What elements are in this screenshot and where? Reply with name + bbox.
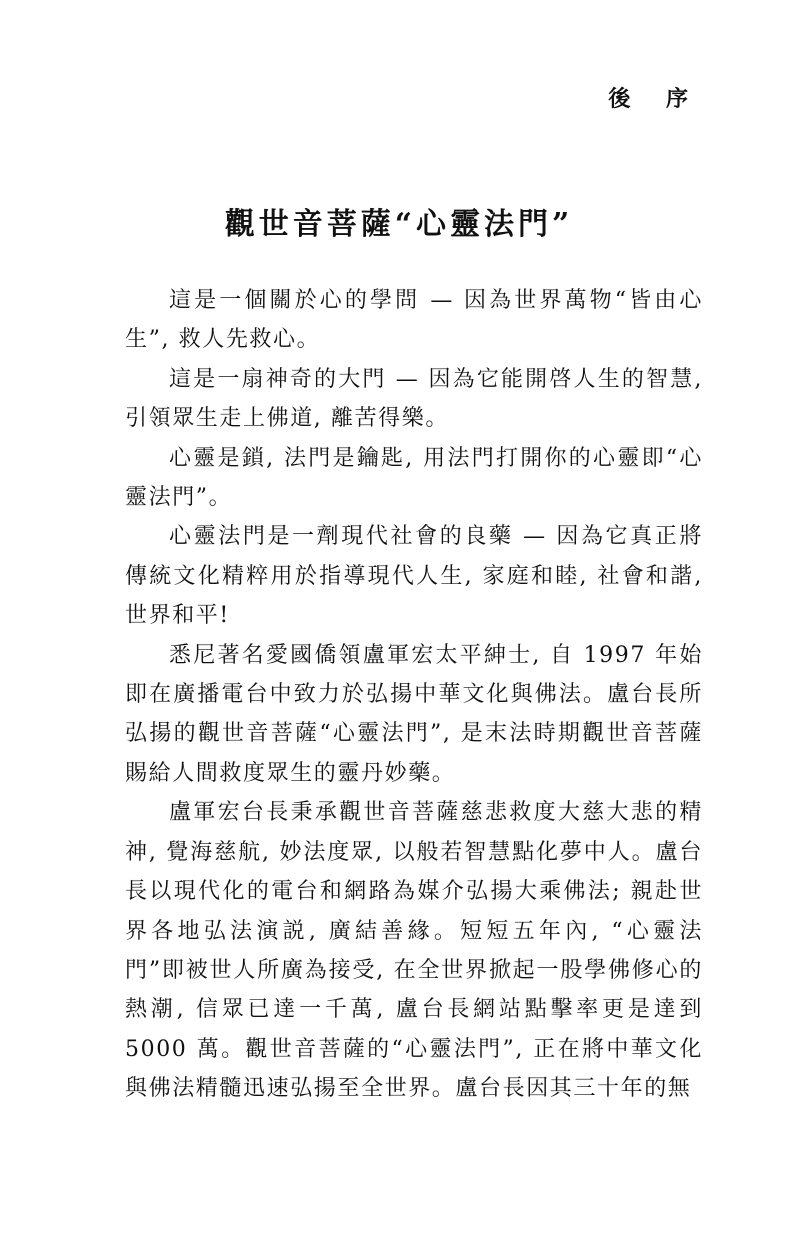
paragraph: 心靈是鎖, 法門是鑰匙, 用法門打開你的心靈即“心靈法門”。 bbox=[125, 445, 703, 511]
paragraph: 心靈法門是一劑現代社會的良藥 — 因為它真正將傳統文化精粹用於指導現代人生, 家庭和睦, 社會和諧, 世界和平! bbox=[125, 524, 703, 629]
body-text bbox=[125, 281, 703, 1109]
paragraph: 這是一扇神奇的大門 — 因為它能開啓人生的智慧, 引領眾生走上佛道, 離苦得樂。 bbox=[125, 366, 703, 432]
chapter-title: 觀世音菩薩“心靈法門” bbox=[224, 207, 574, 242]
running-head: 後 序 bbox=[608, 86, 702, 112]
paragraph: 盧軍宏台長秉承觀世音菩薩慈悲救度大慈大悲的精神, 覺海慈航, 妙法度眾, 以般若智慧點化夢中人。盧台長以現代化的電台和網路為媒介弘揚大乘佛法; 親赴世界各地弘法演説, 廣結善緣。短短五年內, “心靈法門”即被世人所廣為接受, 在全世界掀起一股學佛修心的熱潮, 信眾已達一千萬, 盧台長網站點擊率更是達到 5000 萬。觀世音菩薩的“心靈法門”, 正在將中華文化與佛法精髓迅速弘揚至全世界。盧台長因其三十年的無 bbox=[125, 800, 703, 1102]
paragraph: 這是一個關於心的學問 — 因為世界萬物“皆由心生”, 救人先救心。 bbox=[125, 288, 703, 353]
paragraph: 悉尼著名愛國僑領盧軍宏太平紳士, 自 1997 年始即在廣播電台中致力於弘揚中華文化與佛法。盧台長所弘揚的觀世音菩薩“心靈法門”, 是末法時期觀世音菩薩賜給人間救度眾生的靈丹妙藥。 bbox=[125, 642, 703, 786]
